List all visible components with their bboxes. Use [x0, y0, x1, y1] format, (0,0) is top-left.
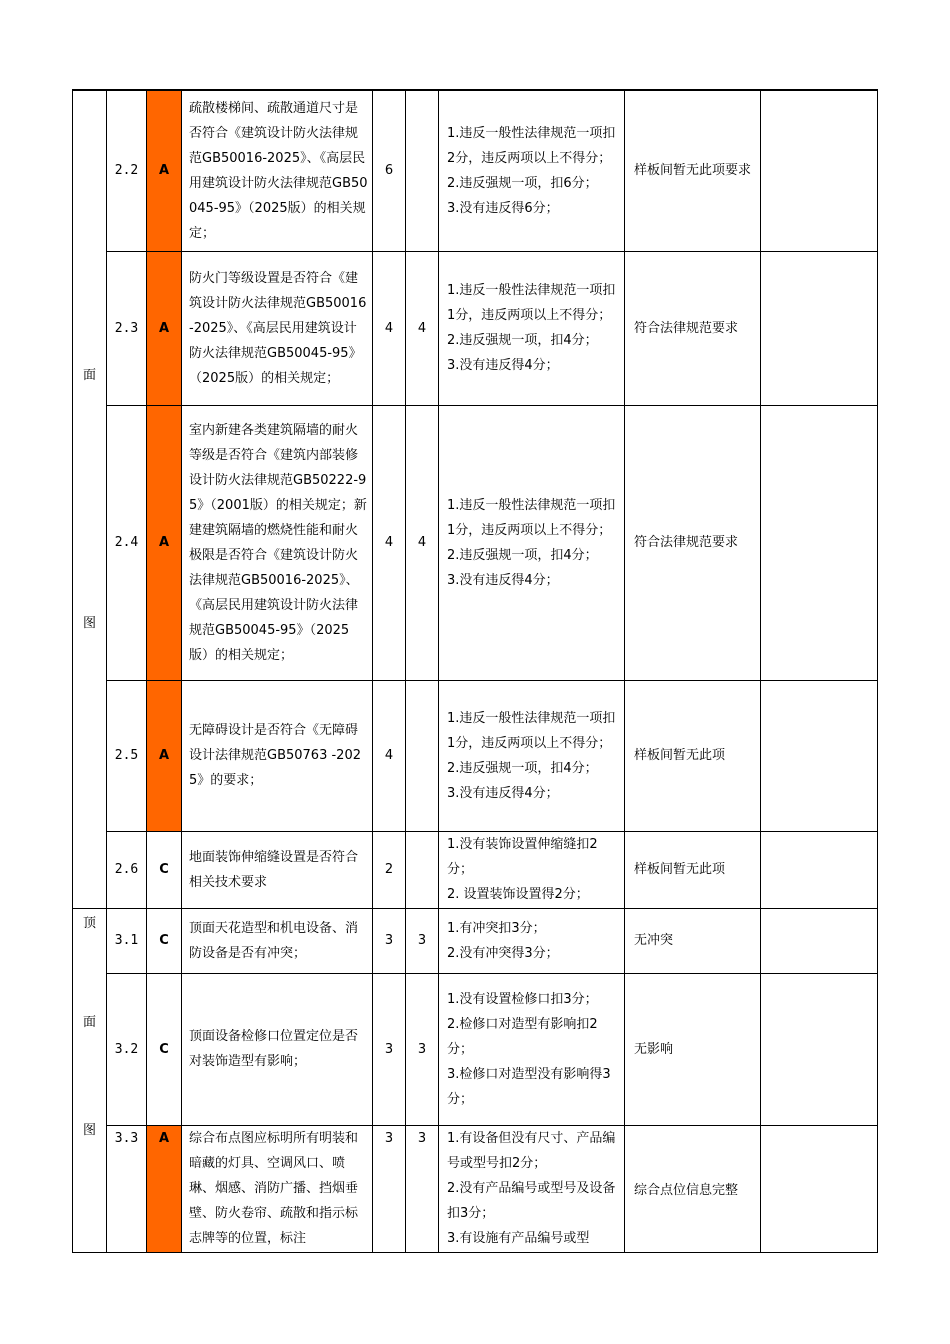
table-row	[73, 680, 878, 831]
actual-score	[406, 831, 439, 908]
group-cell-ceiling	[73, 908, 107, 1252]
group-char: 图	[82, 1122, 96, 1138]
evaluation-table	[72, 89, 878, 1253]
item-description: 综合布点图应标明所有明装和暗藏的灯具、空调风口、喷琳、烟感、消防广播、挡烟垂壁、防火卷帘、疏散和指示标志牌等的位置，标注	[182, 1125, 373, 1252]
result-note: 无影响	[625, 973, 761, 1125]
table-row	[73, 908, 878, 973]
max-score: 4	[373, 405, 406, 680]
table-row	[73, 405, 878, 680]
max-score: 6	[373, 90, 406, 251]
actual-score: 3	[406, 973, 439, 1125]
remark-cell	[761, 1125, 878, 1252]
group-char: 面	[82, 1014, 96, 1030]
remark-cell	[761, 831, 878, 908]
item-description: 地面装饰伸缩缝设置是否符合相关技术要求	[182, 831, 373, 908]
level-badge: C	[147, 908, 182, 973]
item-number: 2.6	[107, 831, 147, 908]
level-badge: C	[147, 973, 182, 1125]
level-badge: A	[147, 90, 182, 251]
actual-score: 3	[406, 1125, 439, 1252]
scoring-standard: 1.违反一般性法律规范一项扣1分，违反两项以上不得分； 2.违反强规一项，扣4分； 3.没有违反得4分；	[439, 251, 625, 405]
remark-cell	[761, 251, 878, 405]
table-row	[73, 251, 878, 405]
scoring-standard: 1.有设备但没有尺寸、产品编号或型号扣2分； 2.没有产品编号或型号及设备扣3分； 3.有设施有产品编号或型	[439, 1125, 625, 1252]
scoring-standard: 1.没有设置检修口扣3分； 2.检修口对造型有影响扣2分； 3.检修口对造型没有影响得3分；	[439, 973, 625, 1125]
scoring-standard: 1.违反一般性法律规范一项扣1分，违反两项以上不得分； 2.违反强规一项，扣4分； 3.没有违反得4分；	[439, 405, 625, 680]
item-description: 无障碍设计是否符合《无障碍设计法律规范GB50763 -2025》的要求；	[182, 680, 373, 831]
item-number: 3.1	[107, 908, 147, 973]
item-number: 2.4	[107, 405, 147, 680]
scoring-standard: 1.违反一般性法律规范一项扣1分，违反两项以上不得分； 2.违反强规一项，扣4分； 3.没有违反得4分；	[439, 680, 625, 831]
item-description: 顶面设备检修口位置定位是否对装饰造型有影响；	[182, 973, 373, 1125]
item-description: 疏散楼梯间、疏散通道尺寸是否符合《建筑设计防火法律规范GB50016-2025》、《高层民用建筑设计防火法律规范GB50045-95》（2025版）的相关规定；	[182, 90, 373, 251]
item-number: 3.3	[107, 1125, 147, 1252]
actual-score: 4	[406, 251, 439, 405]
level-badge: A	[147, 1125, 182, 1252]
item-description: 顶面天花造型和机电设备、消防设备是否有冲突；	[182, 908, 373, 973]
actual-score: 4	[406, 405, 439, 680]
scoring-standard: 1.没有装饰设置伸缩缝扣2分； 2. 设置装饰设置得2分；	[439, 831, 625, 908]
item-description: 防火门等级设置是否符合《建筑设计防火法律规范GB50016-2025》、《高层民用建筑设计防火法律规范GB50045-95》（2025版）的相关规定；	[182, 251, 373, 405]
remark-cell	[761, 405, 878, 680]
group-char: 面	[82, 367, 96, 383]
item-number: 3.2	[107, 973, 147, 1125]
group-char: 顶	[82, 915, 96, 931]
remark-cell	[761, 908, 878, 973]
max-score: 2	[373, 831, 406, 908]
actual-score	[406, 680, 439, 831]
result-note: 符合法律规范要求	[625, 251, 761, 405]
table-row	[73, 90, 878, 251]
result-note: 样板间暂无此项要求	[625, 90, 761, 251]
level-badge: A	[147, 405, 182, 680]
scoring-standard: 1.有冲突扣3分； 2.没有冲突得3分；	[439, 908, 625, 973]
actual-score	[406, 90, 439, 251]
item-number: 2.3	[107, 251, 147, 405]
remark-cell	[761, 973, 878, 1125]
max-score: 3	[373, 1125, 406, 1252]
item-number: 2.2	[107, 90, 147, 251]
group-char: 图	[82, 615, 96, 631]
level-badge: A	[147, 680, 182, 831]
item-description: 室内新建各类建筑隔墙的耐火等级是否符合《建筑内部装修设计防火法律规范GB50222-95》（2001版）的相关规定；新建建筑隔墙的燃烧性能和耐火极限是否符合《建筑设计防火法律规范GB50016-2025》、《高层民用建筑设计防火法律规范GB50045-95》（2025版）的相关规定；	[182, 405, 373, 680]
table-row	[73, 973, 878, 1125]
table-row	[73, 1125, 878, 1252]
table-row	[73, 831, 878, 908]
remark-cell	[761, 90, 878, 251]
result-note: 样板间暂无此项	[625, 680, 761, 831]
result-note: 综合点位信息完整	[625, 1125, 761, 1252]
result-note: 符合法律规范要求	[625, 405, 761, 680]
group-cell-plan	[73, 90, 107, 908]
max-score: 4	[373, 251, 406, 405]
scoring-standard: 1.违反一般性法律规范一项扣2分，违反两项以上不得分； 2.违反强规一项，扣6分； 3.没有违反得6分；	[439, 90, 625, 251]
level-badge: A	[147, 251, 182, 405]
max-score: 3	[373, 973, 406, 1125]
result-note: 无冲突	[625, 908, 761, 973]
level-badge: C	[147, 831, 182, 908]
item-number: 2.5	[107, 680, 147, 831]
remark-cell	[761, 680, 878, 831]
result-note: 样板间暂无此项	[625, 831, 761, 908]
actual-score: 3	[406, 908, 439, 973]
max-score: 4	[373, 680, 406, 831]
max-score: 3	[373, 908, 406, 973]
